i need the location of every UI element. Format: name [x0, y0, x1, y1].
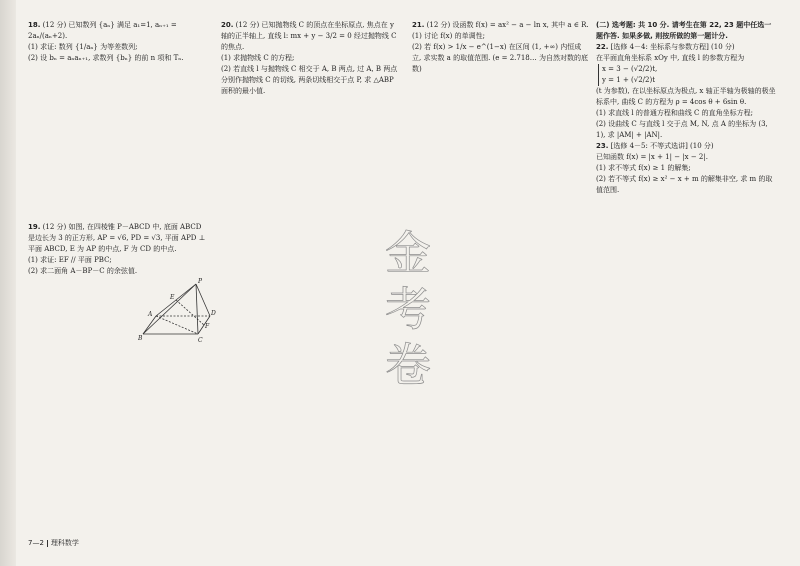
- question-part-2: (2) 求二面角 A－BP－C 的余弦值.: [28, 267, 138, 275]
- page-footer: [28, 538, 79, 548]
- question-number: 18.: [28, 21, 41, 29]
- question-stem: (12 分) 设函数 f(x) = ax² − a − ln x, 其中 a ∈ R.: [426, 21, 589, 29]
- question-part-1: (1) 求证: EF // 平面 PBC;: [28, 256, 112, 264]
- question-param-text: (t 为参数), 在以坐标原点为极点, x 轴正半轴为极轴的极坐标系中, 曲线 C 的方程为 ρ = 4cos θ + 6sin θ.: [596, 87, 776, 106]
- question-stem: (12 分) 已知抛物线 C 的顶点在坐标原点, 焦点在 y 轴的正半轴上, 直线 l: mx + y − 3/2 = 0 经过抛物线 C 的焦点.: [221, 21, 397, 51]
- pyramid-figure: [138, 276, 218, 346]
- label-F: F: [205, 323, 210, 330]
- question-part-1: (1) 求直线 l 的普通方程和曲线 C 的直角坐标方程;: [596, 109, 753, 117]
- parametric-eq-x: x = 3 − (√2/2)t,: [602, 65, 658, 73]
- label-C: C: [198, 337, 203, 344]
- question-part-2: (2) 若不等式 f(x) ≥ x² − x + m 的解集非空, 求 m 的取值范围.: [596, 175, 773, 194]
- question-part-1: (1) 求证: 数列 {1/aₙ} 为等差数列;: [28, 43, 138, 51]
- question-stem: (12 分) 已知数列 {aₙ} 满足 a₁=1, aₙ₊₁ = 2aₙ/(aₙ+2).: [28, 21, 177, 40]
- page-number: 7—2: [28, 539, 44, 547]
- question-part-1: (1) 求抛物线 C 的方程;: [221, 54, 295, 62]
- label-P: P: [198, 278, 203, 285]
- label-B: B: [138, 335, 143, 342]
- watermark-char: 卷: [385, 338, 431, 392]
- label-E: E: [170, 294, 175, 301]
- watermark-char: 考: [385, 282, 431, 336]
- label-D: D: [211, 310, 216, 317]
- parametric-system: [598, 64, 657, 86]
- subject-label: 理科数学: [50, 539, 79, 547]
- binding-strip: [0, 0, 16, 566]
- question-number: 20.: [221, 21, 234, 29]
- question-20: [221, 20, 401, 97]
- question-18: [28, 20, 206, 64]
- question-number: 21.: [412, 21, 425, 29]
- question-title: [选修 4－5: 不等式选讲] (10 分): [610, 142, 714, 150]
- question-part-1: (1) 求不等式 f(x) ≥ 1 的解集;: [596, 164, 691, 172]
- question-part-2: (2) 若直线 l 与抛物线 C 相交于 A, B 两点, 过 A, B 两点分别作抛物线 C 的切线, 两条切线相交于点 P, 求 △ABP 面积的最小值.: [221, 65, 398, 95]
- question-number: 22.: [596, 43, 609, 51]
- question-part-2: (2) 设 bₙ = aₙaₙ₊₁, 求数列 {bₙ} 的前 n 项和 Tₙ.: [28, 54, 184, 62]
- watermark: [378, 225, 438, 392]
- question-stem: (12 分) 如图, 在四棱锥 P－ABCD 中, 底面 ABCD 是边长为 3 的正方形, AP = √6, PD = √3, 平面 APD ⊥ 平面 ABCD, E 为 AP 的中点, F 为 CD 的中点.: [28, 223, 206, 253]
- question-21: [412, 20, 590, 75]
- question-stem: 已知函数 f(x) = |x + 1| − |x − 2|.: [596, 153, 708, 161]
- optional-section: [596, 20, 778, 196]
- question-number: 19.: [28, 223, 41, 231]
- parametric-eq-y: y = 1 + (√2/2)t: [602, 76, 656, 84]
- question-stem: 在平面直角坐标系 xOy 中, 直线 l 的参数方程为: [596, 54, 745, 62]
- question-title: [选修 4－4: 坐标系与参数方程] (10 分): [610, 43, 735, 51]
- question-part-2: (2) 若 f(x) > 1/x − e^(1−x) 在区间 (1, +∞) 内恒成立, 求实数 a 的取值范围. (e = 2.718… 为自然对数的底数): [412, 43, 588, 73]
- section-header: (二) 选考题: 共 10 分. 请考生在第 22, 23 题中任选一题作答. 如果多做, 则按所做的第一题计分.: [596, 21, 772, 40]
- question-part-1: (1) 讨论 f(x) 的单调性;: [412, 32, 485, 40]
- watermark-char: 金: [385, 226, 431, 280]
- label-A: A: [148, 311, 153, 318]
- question-number: 23.: [596, 142, 609, 150]
- question-19: [28, 222, 206, 277]
- question-part-2: (2) 设曲线 C 与直线 l 交于点 M, N, 点 A 的坐标为 (3, 1), 求 |AM| + |AN|.: [596, 120, 768, 139]
